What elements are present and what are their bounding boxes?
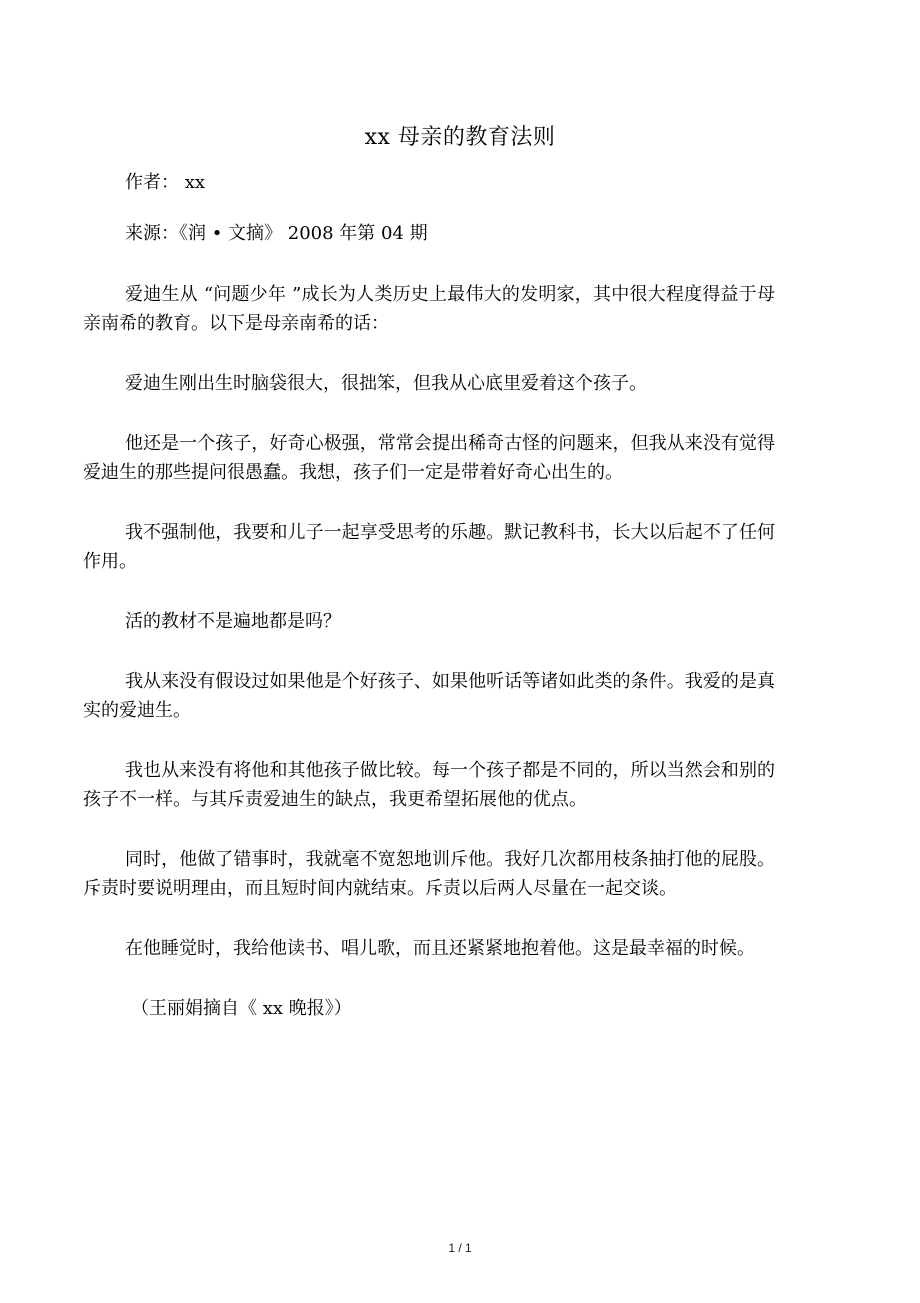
- paragraph: 我从来没有假设过如果他是个好孩子、如果他听话等诸如此类的条件。我爱的是真实的爱迪生。: [83, 671, 775, 721]
- paragraph: 爱迪生从 “问题少年 ”成长为人类历史上最伟大的发明家，其中很大程度得益于母亲南希的教育。以下是母亲南希的话：: [83, 284, 775, 334]
- paragraph: 活的教材不是遍地都是吗？: [125, 611, 341, 632]
- author-line: 作者： xx: [125, 172, 206, 193]
- paragraph: 在他睡觉时，我给他读书、唱儿歌，而且还紧紧地抱着他。这是最幸福的时候。: [125, 938, 755, 959]
- paragraph: 我也从来没有将他和其他孩子做比较。每一个孩子都是不同的，所以当然会和别的孩子不一样。与其斥责爱迪生的缺点，我更希望拓展他的优点。: [83, 760, 775, 810]
- paragraph: 爱迪生刚出生时脑袋很大，很拙笨，但我从心底里爱着这个孩子。: [125, 373, 647, 394]
- paragraph: 我不强制他，我要和儿子一起享受思考的乐趣。默记教科书，长大以后起不了任何作用。: [83, 522, 775, 572]
- source-line: 来源：《润 • 文摘》 2008 年第 04 期: [125, 223, 428, 244]
- page-number: 1 / 1: [448, 1241, 472, 1255]
- document-title: xx 母亲的教育法则: [364, 125, 556, 150]
- credit-line: （王丽娟摘自《 xx 晚报》）: [131, 998, 352, 1019]
- paragraph: 同时，他做了错事时，我就毫不宽恕地训斥他。我好几次都用枝条抽打他的屁股。斥责时要说明理由，而且短时间内就结束。斥责以后两人尽量在一起交谈。: [83, 849, 775, 899]
- article-body: [83, 280, 775, 1054]
- paragraph: 他还是一个孩子，好奇心极强，常常会提出稀奇古怪的问题来，但我从来没有觉得爱迪生的那些提问很愚蠢。我想，孩子们一定是带着好奇心出生的。: [83, 433, 775, 483]
